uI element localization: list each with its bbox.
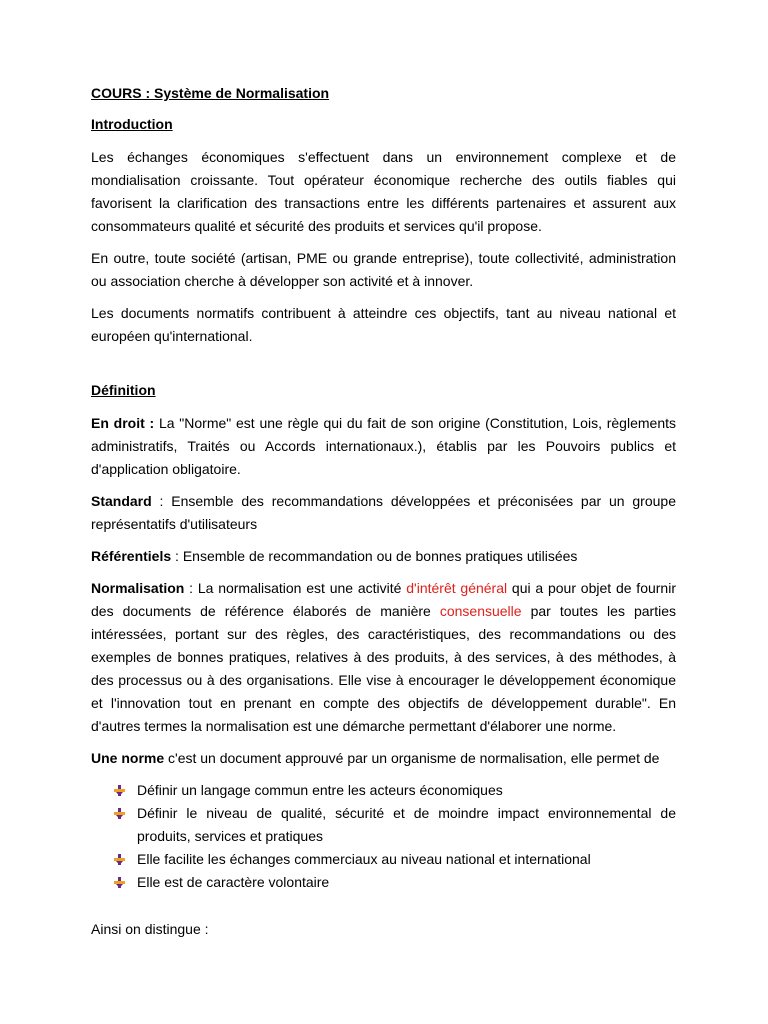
- list-item: [114, 871, 676, 894]
- list-item: [114, 779, 676, 802]
- norme-bullet-list: [91, 779, 676, 894]
- list-item: [114, 848, 676, 871]
- normalisation-term: Normalisation: [91, 580, 185, 596]
- bullet-text: Elle facilite les échanges commerciaux au niveau national et international: [137, 851, 591, 867]
- definition-heading: Définition: [91, 382, 156, 398]
- norme-text: c'est un document approuvé par un organisme de normalisation, elle permet de: [164, 750, 660, 766]
- arrow-bullet-icon: [114, 854, 125, 865]
- title-label: COURS: [91, 85, 142, 101]
- referentiels-term: Référentiels: [91, 548, 172, 564]
- norme-term: Une norme: [91, 750, 165, 766]
- title-subject: Système de Normalisation: [154, 85, 330, 101]
- intro-heading: Introduction: [91, 116, 173, 132]
- arrow-bullet-icon: [114, 877, 125, 888]
- title-separator: :: [141, 85, 155, 101]
- standard-term: Standard: [91, 493, 152, 509]
- normalisation-text-2: qui a pour objet de fournir des documents de référence élaborés de manière: [91, 580, 676, 619]
- definition-standard: [91, 490, 676, 536]
- closing-line: Ainsi on distingue :: [91, 921, 209, 937]
- bullet-text: Définir le niveau de qualité, sécurité et de moindre impact environnemental de produits, services et pratiques: [137, 805, 676, 844]
- bullet-text: Définir un langage commun entre les acteurs économiques: [137, 782, 503, 798]
- highlight-interet-general: d'intérêt général: [406, 580, 508, 596]
- normalisation-text-1: : La normalisation est une activité: [184, 580, 407, 596]
- page-title: [91, 84, 676, 102]
- highlight-consensuelle: consensuelle: [439, 603, 522, 619]
- intro-paragraph-2: En outre, toute société (artisan, PME ou grande entreprise), toute collectivité, administration ou association cherche à développer son activité et à innover.: [91, 250, 676, 289]
- intro-paragraph-3: Les documents normatifs contribuent à atteindre ces objectifs, tant au niveau national et européen qu'international.: [91, 305, 676, 344]
- definition-droit: [91, 412, 676, 481]
- list-item: [114, 802, 676, 848]
- arrow-bullet-icon: [114, 808, 125, 819]
- definition-norme: [91, 747, 676, 770]
- definition-referentiels: [91, 545, 676, 568]
- standard-text: : Ensemble des recommandations développées et préconisées par un groupe représentatifs d'utilisateurs: [91, 493, 676, 532]
- document-page: [91, 84, 676, 941]
- intro-paragraph-1: Les échanges économiques s'effectuent dans un environnement complexe et de mondialisation croissante. Tout opérateur économique recherche des outils fiables qui favorisent la clarification des transactions entre les différents partenaires et assurent aux consommateurs qualité et sécurité des produits et services qu'il propose.: [91, 149, 676, 234]
- normalisation-text-3: par toutes les parties intéressées, portant sur des règles, des caractéristiques, des recommandations ou des exemples de bonnes pratiques, relatives à des produits, à des services, à des méthodes, à des processus ou à des organisations. Elle vise à encourager le développement économique et l'innovation tout en prenant en compte des objectifs de développement durable". En d'autres termes la normalisation est une démarche permettant d'élaborer une norme.: [91, 603, 676, 734]
- arrow-bullet-icon: [114, 785, 125, 796]
- bullet-text: Elle est de caractère volontaire: [137, 874, 330, 890]
- referentiels-text: : Ensemble de recommandation ou de bonnes pratiques utilisées: [171, 548, 578, 564]
- droit-text: La "Norme" est une règle qui du fait de son origine (Constitution, Lois, règlements administratifs, Traités ou Accords internationaux.), établis par les Pouvoirs publics et d'application obligatoire.: [91, 415, 676, 477]
- droit-term: En droit :: [91, 415, 155, 431]
- definition-normalisation: [91, 577, 676, 738]
